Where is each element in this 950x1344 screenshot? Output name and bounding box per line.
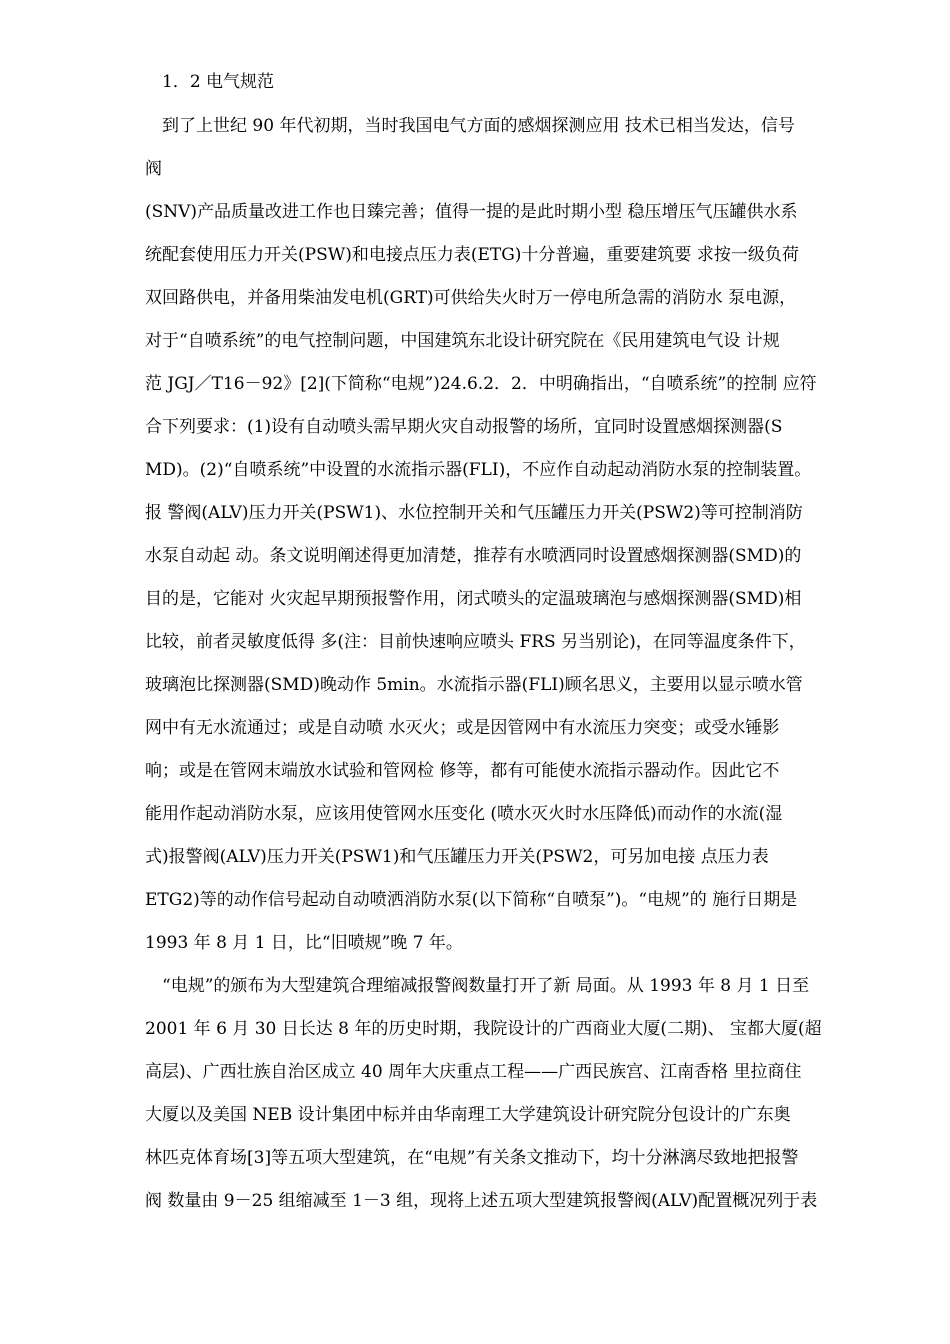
- text-line: 对于“自喷系统”的电气控制问题，中国建筑东北设计研究院在《民用建筑电气设 计规: [145, 331, 780, 351]
- text-line: (SNV)产品质量改进工作也日臻完善；值得一提的是此时期小型 稳压增压气压罐供水系: [145, 202, 798, 222]
- text-line: 阀 数量由 9－25 组缩减至 1－3 组，现将上述五项大型建筑报警阀(ALV)配置概况列于表: [145, 1191, 818, 1211]
- text-line: 林匹克体育场[3]等五项大型建筑，在“电规”有关条文推动下，均十分淋漓尽致地把报警: [145, 1148, 799, 1168]
- text-line: 玻璃泡比探测器(SMD)晚动作 5min。水流指示器(FLI)顾名思义，主要用以显示喷水管: [145, 675, 803, 695]
- text-line: 报 警阀(ALV)压力开关(PSW1)、水位控制开关和气压罐压力开关(PSW2)等可控制消防: [145, 503, 803, 523]
- text-line: 网中有无水流通过；或是自动喷 水灭火；或是因管网中有水流压力突变；或受水锤影: [145, 718, 780, 738]
- text-line: 响；或是在管网末端放水试验和管网检 修等，都有可能使水流指示器动作。因此它不: [145, 761, 780, 781]
- text-line: 范 JGJ／T16－92》[2](下简称“电规”)24.6.2．2．中明确指出，“自喷系统”的控制 应符: [145, 374, 817, 394]
- text-line: 到了上世纪 90 年代初期，当时我国电气方面的感烟探测应用 技术已相当发达，信号: [162, 116, 795, 136]
- text-line: 能用作起动消防水泵，应该用使管网水压变化 (喷水灭火时水压降低)而动作的水流(湿: [145, 804, 783, 824]
- text-line: 双回路供电，并备用柴油发电机(GRT)可供给失火时万一停电所急需的消防水 泵电源，: [145, 288, 797, 308]
- text-line: 阀: [145, 159, 162, 179]
- text-line: 目的是，它能对 火灾起早期预报警作用，闭式喷头的定温玻璃泡与感烟探测器(SMD)相: [145, 589, 802, 609]
- text-line: 式)报警阀(ALV)压力开关(PSW1)和气压罐压力开关(PSW2，可另加电接 点压力表: [145, 847, 769, 867]
- text-line: 大厦以及美国 NEB 设计集团中标并由华南理工大学建筑设计研究院分包设计的广东奥: [145, 1105, 791, 1125]
- text-line: 比较，前者灵敏度低得 多(注：目前快速响应喷头 FRS 另当别论)，在同等温度条件下，: [145, 632, 806, 652]
- body-text: [145, 112, 885, 1230]
- text-line: ETG2)等的动作信号起动自动喷洒消防水泵(以下简称“自喷泵”)。“电规”的 施行日期是: [145, 890, 798, 910]
- text-line: 合下列要求：(1)设有自动喷头需早期火灾自动报警的场所，宜同时设置感烟探测器(S: [145, 417, 783, 437]
- text-line: “电规”的颁布为大型建筑合理缩减报警阀数量打开了新 局面。从 1993 年 8 月 1 日至: [162, 976, 810, 996]
- text-line: MD)。(2)“自喷系统”中设置的水流指示器(FLI)，不应作自动起动消防水泵的控制装置。: [145, 460, 812, 480]
- text-line: 2001 年 6 月 30 日长达 8 年的历史时期，我院设计的广西商业大厦(二期)、 宝都大厦(超: [145, 1019, 822, 1039]
- section-heading: 1．2 电气规范: [162, 72, 275, 92]
- text-line: 高层)、广西壮族自治区成立 40 周年大庆重点工程——广西民族宫、江南香格 里拉商住: [145, 1062, 802, 1082]
- text-line: 统配套使用压力开关(PSW)和电接点压力表(ETG)十分普遍，重要建筑要 求按一级负荷: [145, 245, 799, 265]
- text-line: 1993 年 8 月 1 日，比“旧喷规”晚 7 年。: [145, 933, 463, 953]
- text-line: 水泵自动起 动。条文说明阐述得更加清楚，推荐有水喷洒同时设置感烟探测器(SMD)的: [145, 546, 802, 566]
